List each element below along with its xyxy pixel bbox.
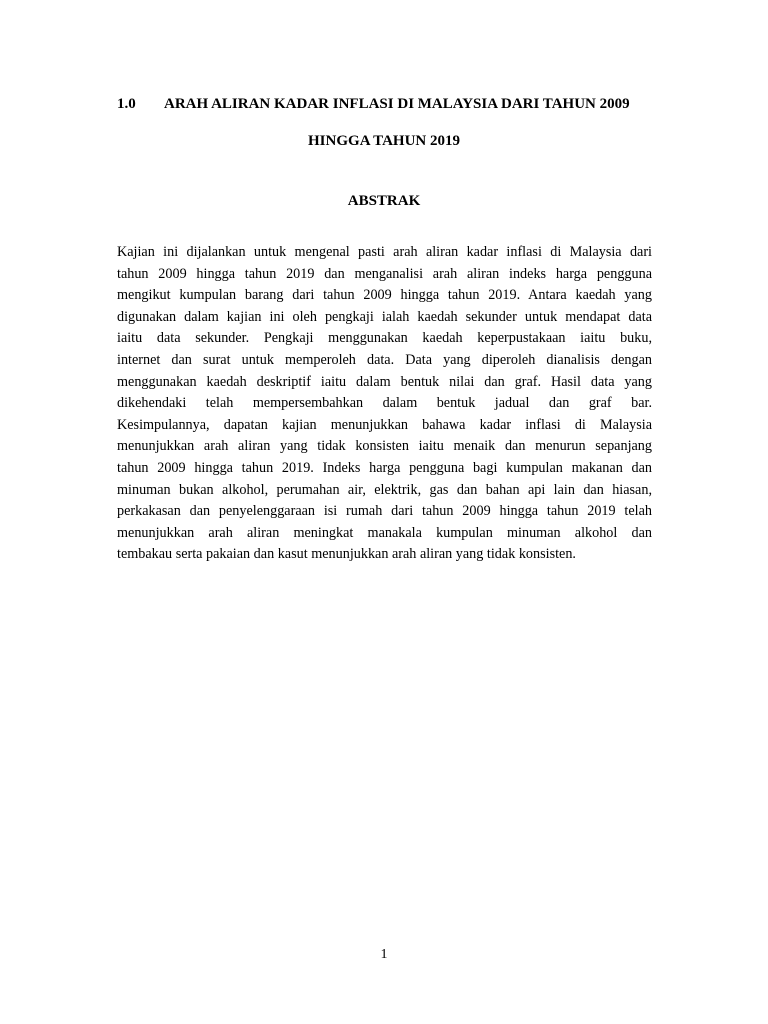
abstract-line: menggunakan kaedah deskriptif iaitu dalam bentuk nilai dan graf. Hasil data yang	[117, 373, 652, 390]
page-number: 1	[380, 947, 388, 962]
abstract-line: menunjukkan arah aliran meningkat manakala kumpulan minuman alkohol dan	[117, 524, 652, 541]
abstract-line: tembakau serta pakaian dan kasut menunjukkan arah aliran yang tidak konsisten.	[117, 546, 576, 563]
abstract-line: iaitu data sekunder. Pengkaji menggunakan kaedah keperpustakaan iaitu buku,	[117, 330, 652, 347]
abstract-line: tahun 2009 hingga tahun 2019. Indeks harga pengguna bagi kumpulan makanan dan	[117, 459, 652, 476]
abstract-line: Kajian ini dijalankan untuk mengenal pasti arah aliran kadar inflasi di Malaysia dari	[117, 244, 652, 260]
document-title-line-2: HINGGA TAHUN 2019	[308, 133, 460, 149]
abstract-line: mengikut kumpulan barang dari tahun 2009 hingga tahun 2019. Antara kaedah yang	[117, 287, 652, 304]
abstract-line: menunjukkan arah aliran yang tidak konsisten iaitu menaik dan menurun sepanjang	[117, 438, 652, 455]
abstract-line: minuman bukan alkohol, perumahan air, elektrik, gas dan bahan api lain dan hiasan,	[117, 481, 652, 498]
title-text-line-1: ARAH ALIRAN KADAR INFLASI DI MALAYSIA DARI TAHUN 2009	[164, 96, 630, 112]
abstract-line: perkakasan dan penyelenggaraan isi rumah dari tahun 2009 hingga tahun 2019 telah	[117, 503, 652, 520]
abstract-line: internet dan surat untuk memperoleh data. Data yang diperoleh dianalisis dengan	[117, 351, 652, 368]
document-title-line-1	[117, 96, 657, 113]
abstract-heading: ABSTRAK	[347, 193, 421, 209]
abstract-line: dikehendaki telah mempersembahkan dalam bentuk jadual dan graf bar.	[117, 395, 652, 412]
abstract-line: digunakan dalam kajian ini oleh pengkaji ialah kaedah sekunder untuk mendapat data	[117, 308, 652, 325]
abstract-body	[117, 242, 652, 566]
abstract-line: Kesimpulannya, dapatan kajian menunjukkan bahawa kadar inflasi di Malaysia	[117, 416, 652, 433]
abstract-line: tahun 2009 hingga tahun 2019 dan menganalisi arah aliran indeks harga pengguna	[117, 265, 652, 282]
section-number: 1.0	[117, 96, 136, 112]
